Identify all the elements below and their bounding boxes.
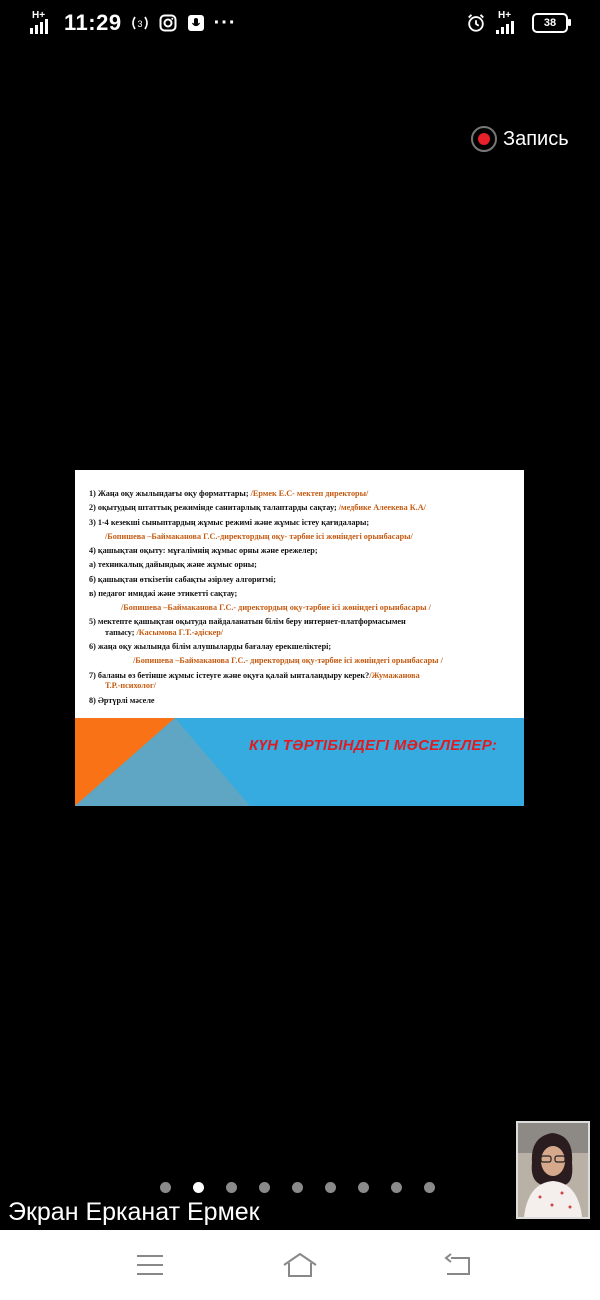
page-dot[interactable] xyxy=(193,1182,204,1193)
menu-icon xyxy=(135,1253,165,1277)
agenda-item: 6) жаңа оқу жылында білім алушыларды бағалау ерекшеліктері; xyxy=(89,642,332,652)
agenda-item: 1) Жаңа оқу жылындағы оқу форматтары; /Ермек Е.С- мектеп директоры/ xyxy=(89,489,369,498)
signal-icon xyxy=(30,12,56,34)
page-dot[interactable] xyxy=(292,1182,303,1193)
agenda-item: 5) мектепте қашықтан оқытуда пайдаланатын білім беру интернет-платформасымен xyxy=(89,617,406,627)
agenda-item: в) педагог имиджі және этикетті сақтау; xyxy=(89,588,238,598)
system-navigation-bar xyxy=(0,1230,600,1300)
home-icon xyxy=(282,1251,318,1279)
more-notifications-icon: ··· xyxy=(213,11,237,34)
agenda-item: 4) қашықтан оқыту: мұғалімнің жұмыс орны және ережелер; xyxy=(89,546,318,555)
record-icon xyxy=(471,126,497,152)
page-dot[interactable] xyxy=(391,1182,402,1193)
network-type: H+ xyxy=(32,10,46,21)
network-type-right: H+ xyxy=(498,10,512,21)
home-button[interactable] xyxy=(282,1248,318,1282)
slide-title: КҮН ТӘРТІБІНДЕГІ МӘСЕЛЕЛЕР: xyxy=(249,737,498,754)
agenda-item: а) техникалық дайындық және жұмыс орны; xyxy=(89,560,257,570)
instagram-icon xyxy=(158,13,178,33)
page-dot[interactable] xyxy=(325,1182,336,1193)
agenda-item: б) қашықтан өткізетін сабақты әзірлеу алгоритмі; xyxy=(89,574,276,584)
back-icon xyxy=(443,1252,473,1278)
agenda-item: 3) 1-4 кезекші сыныптардың жұмыс режимі және жұмыс істеу қағидалары; xyxy=(89,517,370,527)
back-button[interactable] xyxy=(440,1248,476,1282)
agenda-item: Т.Р.-психолог/ xyxy=(105,681,156,691)
page-dot[interactable] xyxy=(358,1182,369,1193)
screen-owner-label: Экран Ерканат Ермек xyxy=(8,1198,260,1226)
alarm-icon xyxy=(466,13,486,33)
participant-video-thumbnail[interactable] xyxy=(516,1121,590,1219)
status-bar xyxy=(0,0,600,46)
record-button[interactable] xyxy=(471,126,569,152)
clock: 11:29 xyxy=(64,10,122,35)
agenda-item: /Бопишева –Баймаканова Г.С.- директордың оқу-тәрбие ісі жөніндегі орынбасары / xyxy=(133,656,443,666)
agenda-item: тапысу; /Касымова Г.Т.-әдіскер/ xyxy=(105,627,224,637)
page-dot[interactable] xyxy=(226,1182,237,1193)
record-label: Запись xyxy=(503,127,569,150)
hotspot-icon xyxy=(130,13,150,33)
page-dot[interactable] xyxy=(259,1182,270,1193)
shared-screen-slide xyxy=(75,470,524,806)
battery-icon xyxy=(532,13,568,33)
agenda-item: 7) баланы өз бетінше жұмыс істеуге және оқуға қалай ынталандыру керек?/Жумажанова xyxy=(89,670,420,680)
agenda-item: /Бопишева –Баймаканова Г.С.- директордың оқу-тәрбие ісі жөніндегі орынбасары / xyxy=(121,603,431,612)
battery-level: 38 xyxy=(543,17,557,29)
svg-text:3: 3 xyxy=(137,19,143,29)
agenda-item: 8) Әртүрлі мәселе xyxy=(89,695,155,705)
slide-title-banner xyxy=(75,718,524,806)
participant-avatar xyxy=(518,1123,588,1217)
signal-icon-right xyxy=(496,12,522,34)
agenda-list xyxy=(89,489,517,710)
menu-button[interactable] xyxy=(132,1248,168,1282)
page-dot[interactable] xyxy=(424,1182,435,1193)
page-dot[interactable] xyxy=(160,1182,171,1193)
microphone-icon xyxy=(186,13,206,33)
page-indicator[interactable] xyxy=(160,1182,435,1193)
agenda-item: /Бопишева –Баймаканова Г.С.-директордың оқу- тәрбие ісі жөніндегі орынбасары/ xyxy=(105,531,413,541)
agenda-item: 2) оқытудың штаттық режимінде санитарлық талаптарды сақтау; /медбике Алеекева К.А/ xyxy=(89,503,426,513)
